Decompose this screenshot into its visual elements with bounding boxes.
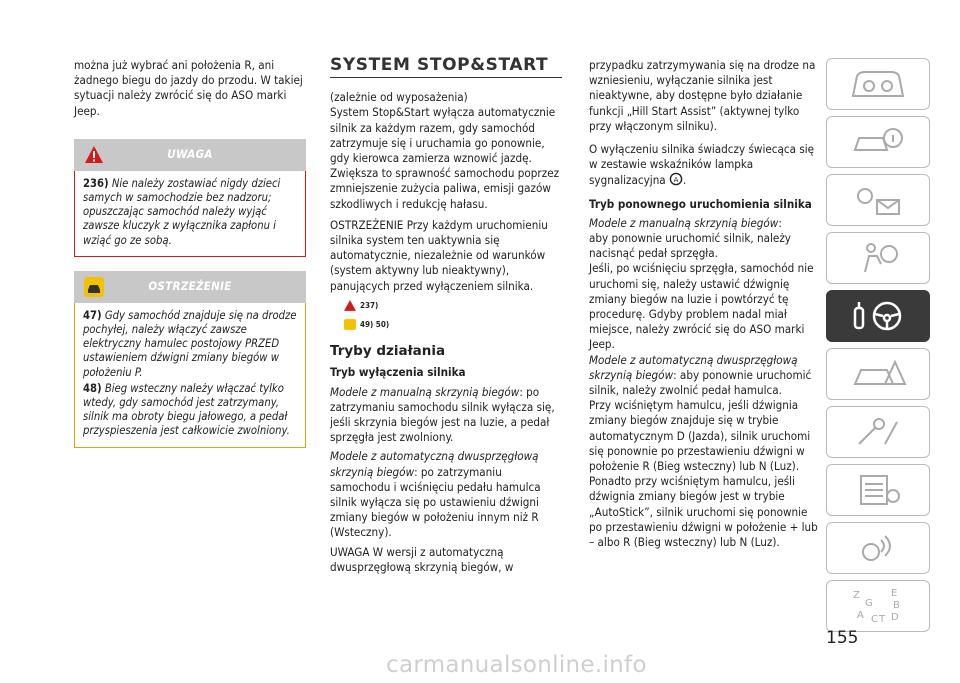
tab-dashboard[interactable] xyxy=(826,58,930,110)
svg-text:G: G xyxy=(865,598,873,609)
column-left xyxy=(74,58,306,448)
car-info-icon xyxy=(847,124,909,160)
caution-title: OSTRZEŻENIE xyxy=(148,278,232,293)
page-number: 155 xyxy=(826,628,859,648)
tab-maintenance[interactable] xyxy=(826,406,930,458)
subsection-heading: Tryby działania xyxy=(330,343,446,360)
svg-text:E: E xyxy=(891,588,898,599)
car-multimedia-icon xyxy=(847,530,909,566)
warning-number: 236) xyxy=(83,176,109,190)
paragraph: Modele z manualną skrzynią biegów: aby ponownie uruchomić silnik, należy nacisnąć pedał sprzęgła. xyxy=(589,215,791,261)
warning-title: UWAGA xyxy=(167,146,213,161)
svg-text:Z: Z xyxy=(853,590,860,601)
paragraph: System Stop&Start wyłącza automatycznie silnik za każdym razem, gdy samochód zatrzymuje się i uruchamia go ponownie, gdy kierowca zamierza wznowić jazdę. xyxy=(330,105,556,166)
caution-car-icon xyxy=(344,319,356,330)
paragraph: Zwiększa to sprawność samochodu poprzez zmniejszenie zużycia paliwa, emisji gazów szkodliwych i redukcję hałasu. xyxy=(330,166,560,211)
caution-text-1: Gdy samochód znajduje się na drodze pochyłej, należy włączyć zawsze elektryczny hamulec postojowy PRZED ustawieniem dźwigni zmiany biegów w położeniu P. xyxy=(83,308,297,379)
intro-paragraph: można już wybrać ani położenia R, ani żadnego biegu do jazdy do przodu. W takiej sytuacji należy zwrócić się do ASO marki Jeep. xyxy=(74,58,303,118)
tab-lights[interactable] xyxy=(826,174,930,226)
svg-text:A: A xyxy=(673,176,679,185)
car-data-icon xyxy=(847,472,909,508)
airbag-person-icon xyxy=(847,240,909,276)
paragraph: Przy wciśniętym hamulcu, jeśli dźwignia zmiany biegów znajduje się w trybie automatycznym D (Jazda), silnik uruchomi się ponownie po przestawieniu dźwigni w położenie R (Bieg wsteczny) lub N (Luz). xyxy=(589,398,811,474)
paragraph: Modele z automatyczną dwusprzęgłową skrzynią biegów: po zatrzymaniu samochodu i wciśnięciu pedału hamulca silnik wyłącza się po ustawieniu dźwigni zmiany biegów w położeniu innym niż R (Wsteczny). xyxy=(330,449,541,540)
caution-box xyxy=(74,303,306,448)
paragraph: Ponadto przy wciśniętym hamulcu, jeśli dźwignia zmiany biegów jest w trybie „AutoStick”, silnik uruchomi się ponownie po przestawieniu dźwigni w położenie + lub – albo R (Bieg wsteczny) lub N (Luz). xyxy=(589,474,818,550)
tab-technical-data[interactable] xyxy=(826,464,930,516)
tab-safety[interactable] xyxy=(826,232,930,284)
tab-multimedia[interactable] xyxy=(826,522,930,574)
tab-car-info[interactable] xyxy=(826,116,930,168)
svg-text:B: B xyxy=(893,600,900,611)
warning-reference: 237) xyxy=(344,298,562,313)
svg-text:T: T xyxy=(879,614,886,625)
sun-mail-icon xyxy=(847,182,909,218)
caution-number-2: 48) xyxy=(83,381,102,395)
tab-emergency[interactable] xyxy=(826,348,930,400)
key-steering-icon xyxy=(847,298,909,334)
svg-text:C: C xyxy=(871,614,878,625)
paragraph: Jeśli, po wciśnięciu sprzęgła, samochód nie uruchomi się, należy ustawić dźwignię zmiany biegów na luzie i powtórzyć tę procedurę. Gdyby problem nadal miał miejsce, należy zwrócić się do ASO marki Jeep. xyxy=(589,261,814,352)
car-warning-icon xyxy=(847,356,909,392)
warning-box xyxy=(74,171,306,257)
paragraph: (zależnie od wyposażenia) xyxy=(330,90,468,105)
paragraph: Modele z automatyczną dwusprzęgłową skrzynią biegów: aby ponownie uruchomić silnik, należy zwolnić pedał hamulca. xyxy=(589,352,812,398)
column-middle xyxy=(330,55,562,579)
paragraph: UWAGA W wersji z automatyczną dwusprzęgłową skrzynią biegów, w xyxy=(330,544,514,574)
paragraph: OSTRZEŻENIE Przy każdym uruchomieniu silnika system ten uaktywnia się automatycznie, niezależnie od warunków (system aktywny lub nieaktywny), panujących przed wyłączeniem silnika. xyxy=(330,217,548,293)
caution-text-2: Bieg wsteczny należy włączać tylko wtedy, gdy samochód jest zatrzymany, silnik ma obroty biegu jałowego, a pedał przyspieszenia jest całkowicie zwolniony. xyxy=(83,381,290,438)
warning-triangle-icon xyxy=(344,300,356,311)
caution-header xyxy=(74,271,306,303)
mode-heading: Tryb wyłączenia silnika xyxy=(330,365,466,380)
tab-index[interactable] xyxy=(826,580,930,632)
car-dashboard-icon xyxy=(847,66,909,102)
warning-text: Nie należy zostawiać nigdy dzieci samych w samochodzie bez nadzoru; opuszczając samochód należy wyjąć zawsze kluczyk z wyłącznika zapłonu i wziąć go ze sobą. xyxy=(83,176,281,247)
paragraph: O wyłączeniu silnika świadczy świecąca się w zestawie wskaźników lampka sygnalizacyjna A . xyxy=(589,142,815,188)
caution-reference: 49) 50) xyxy=(344,317,562,332)
column-right xyxy=(589,58,821,554)
chapter-tabs xyxy=(826,58,934,638)
paragraph: przypadku zatrzymywania się na drodze na wzniesieniu, wyłączanie silnika jest nieaktywne, aby dostępne było działanie funkcji „Hill Start Assist” (aktywnej tylko przy włączonym silniku). xyxy=(589,58,816,133)
tab-starting-driving[interactable] xyxy=(826,290,930,342)
index-letters-icon xyxy=(847,586,909,626)
caution-number-1: 47) xyxy=(83,308,102,322)
paragraph: Modele z manualną skrzynią biegów: po zatrzymaniu samochodu silnik wyłącza się, jeśli skrzynia biegów jest na luzie, a pedał sprzęgła jest zwolniony. xyxy=(330,384,555,445)
svg-text:D: D xyxy=(891,612,899,623)
svg-text:A: A xyxy=(857,610,864,621)
mode-heading: Tryb ponownego uruchomienia silnika xyxy=(589,196,812,211)
watermark: carmanualsonline.info xyxy=(386,652,647,678)
warning-header xyxy=(74,139,306,171)
section-title: SYSTEM STOP&START xyxy=(330,58,562,78)
start-stop-lamp-icon xyxy=(669,172,683,186)
wrench-tools-icon xyxy=(847,414,909,450)
